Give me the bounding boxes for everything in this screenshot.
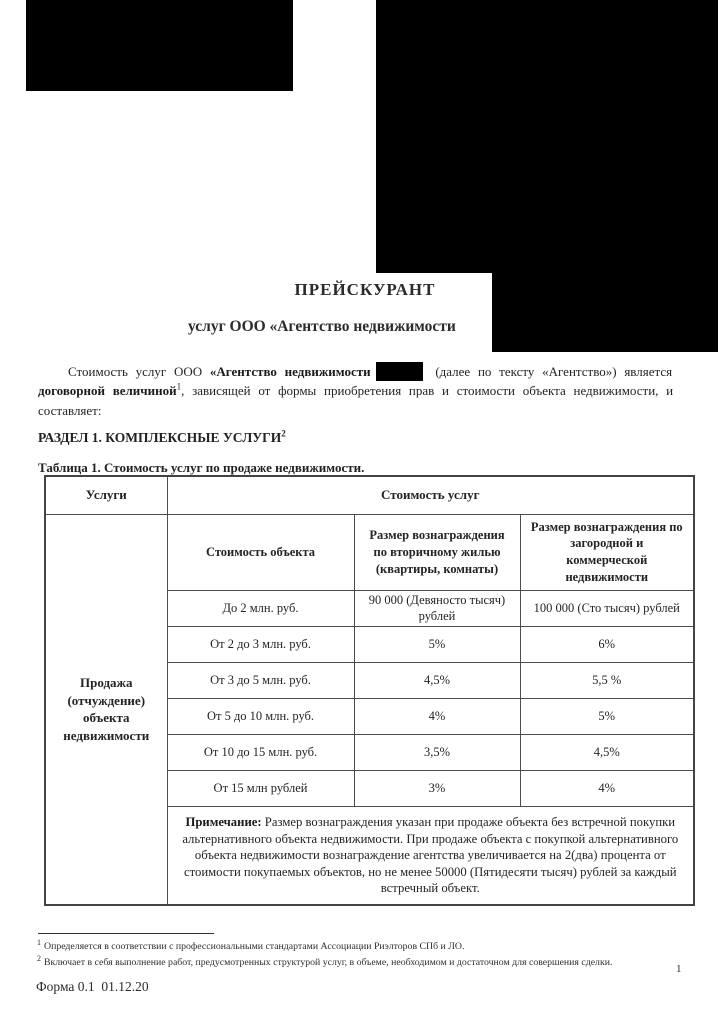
table-subheader-row [45,514,694,591]
cell-suburban-fee: 6% [520,627,694,663]
redaction-box-top-right [376,0,718,273]
subheader-object-cost: Стоимость объекта [167,514,354,591]
header-cell-services: Услуги [45,476,167,514]
section-1-heading [38,430,286,446]
table-header-row [45,476,694,514]
footnote-2-marker: 2 [37,953,41,963]
intro-paragraph [38,362,693,424]
intro-line-1 [38,362,693,383]
page-number: 1 [676,963,682,975]
footnote-1 [37,937,687,952]
intro-text-1: Стоимость услуг ООО [68,364,210,379]
note-cell [167,807,694,905]
cell-suburban-fee: 5% [520,699,694,735]
intro-text-3: , зависящей от формы приобретения прав и стоимости объекта недвижимости, и [181,382,674,398]
header-cell-cost: Стоимость услуг [167,476,694,514]
cell-range: От 5 до 10 млн. руб. [167,699,354,735]
footnote-2-text: Включает в себя выполнение работ, предусмотренных структурой услуг, в объеме, необходимом и достаточном для совершения сделки. [44,957,613,968]
footnote-separator [38,933,214,934]
redaction-box-top-left [26,0,293,91]
subheader-suburban-commercial: Размер вознаграждения по загородной и коммерческой недвижимости [520,514,694,591]
document-subtitle: услуг ООО «Агентство недвижимости [188,318,456,335]
cell-suburban-fee: 4,5% [520,735,694,771]
intro-line-2 [38,383,693,404]
note-text: Размер вознаграждения указан при продаже объекта без встречной покупки альтернативного объекта недвижимости. При продаже объекта с покупкой альтернативного объекта недвижимости вознаграждение агентства увеличивается на 2(два) процента от стоимости покупаемых объектов, но не менее 50000 (Пятидесяти тысяч) рублей за каждый встречный объект. [182,815,679,896]
footnote-2 [37,953,687,968]
cell-range: До 2 млн. руб. [167,591,354,627]
cell-suburban-fee: 100 000 (Сто тысяч) рублей [520,591,694,627]
intro-text-4: составляет: [38,403,102,418]
subheader-secondary-housing: Размер вознаграждения по вторичному жилью (квартиры, комнаты) [354,514,520,591]
cell-suburban-fee: 5,5 % [520,663,694,699]
cell-range: От 3 до 5 млн. руб. [167,663,354,699]
cell-range: От 2 до 3 млн. руб. [167,627,354,663]
form-version-label: Форма 0.1 01.12.20 [36,979,149,994]
cell-secondary-fee: 90 000 (Девяносто тысяч) рублей [354,591,520,627]
footnote-ref-1: 1 [176,381,182,392]
footnote-1-marker: 1 [37,937,41,947]
row-group-label-cell: Продажа (отчуждение) объекта недвижимости [45,514,167,905]
pricing-table [44,475,695,906]
intro-line-3 [38,403,693,424]
cell-secondary-fee: 4% [354,699,520,735]
footnote-ref-2: 2 [281,428,286,439]
cell-secondary-fee: 5% [354,627,520,663]
cell-secondary-fee: 3% [354,771,520,807]
footnote-1-text: Определяется в соответствии с профессиональными стандартами Ассоциации Риэлторов СПб и ЛО. [44,941,465,952]
agency-name-bold: «Агентство недвижимости [209,364,371,379]
cell-secondary-fee: 3,5% [354,735,520,771]
section-1-heading-text: РАЗДЕЛ 1. КОМПЛЕКСНЫЕ УСЛУГИ [38,430,282,445]
note-label: Примечание: [185,815,262,830]
document-title: ПРЕЙСКУРАНТ [294,280,436,299]
cell-range: От 10 до 15 млн. руб. [167,735,354,771]
cell-secondary-fee: 4,5% [354,663,520,699]
redaction-box-mid-right [492,272,718,352]
intro-text-2: (далее по тексту «Агентство») является [427,364,673,379]
contract-value-bold: договорной величиной [38,382,177,398]
redaction-box-inline [376,362,423,381]
cell-range: От 15 млн рублей [167,771,354,807]
cell-suburban-fee: 4% [520,771,694,807]
table-1-caption: Таблица 1. Стоимость услуг по продаже недвижимости. [38,460,365,475]
